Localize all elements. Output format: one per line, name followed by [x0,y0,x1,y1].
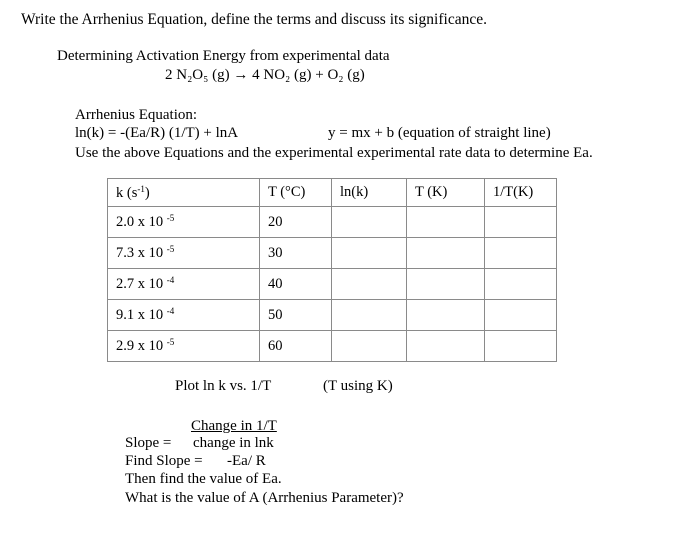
question-arrhenius-parameter: What is the value of A (Arrhenius Parameter)? [125,490,404,506]
header-ln-k: ln(k) [332,179,407,207]
slope-denominator: change in lnk [193,435,274,451]
slope-label: Slope = [125,435,172,451]
cell-k: 2.9 x 10 $^{-5}$ [108,331,260,362]
question-text: Write the Arrhenius Equation, define the terms and discuss its significance. [21,11,487,28]
arrhenius-title: Arrhenius Equation: [75,107,198,123]
cell-ln-k [332,300,407,331]
section-title: Determining Activation Energy from experimental data [57,48,390,64]
slope-numerator: Change in 1/T [191,418,277,434]
plot-note: (T using K) [323,378,393,394]
table-row [108,331,557,362]
arrhenius-equation: ln(k) = -(Ea/R) (1/T) + lnA [75,125,239,141]
cell-t-kelvin [407,300,485,331]
cell-t-celsius: 40 [260,269,332,300]
table-header-row [108,179,557,207]
header-k: k $(s^{-1})$ [108,179,260,207]
plot-instruction: Plot ln k vs. 1/T [175,378,272,394]
cell-inverse-t [485,300,557,331]
find-slope-value: -Ea/ R [227,453,266,469]
cell-inverse-t [485,269,557,300]
table-row [108,238,557,269]
header-inverse-t: 1/T(K) [485,179,557,207]
cell-inverse-t [485,207,557,238]
instruction-text: Use the above Equations and the experimental experimental rate data to determine Ea. [75,145,593,161]
cell-t-kelvin [407,207,485,238]
header-t-celsius: T (°C) [260,179,332,207]
cell-k: 2.7 x 10 $^{-4}$ [108,269,260,300]
table-row [108,269,557,300]
rate-data-table [107,178,557,362]
cell-t-kelvin [407,269,485,300]
cell-t-celsius: 60 [260,331,332,362]
cell-k: 2.0 x 10 $^{-5}$ [108,207,260,238]
find-slope-label: Find Slope = [125,453,203,469]
cell-inverse-t [485,331,557,362]
table-row [108,300,557,331]
cell-ln-k [332,238,407,269]
cell-t-celsius: 20 [260,207,332,238]
table-row [108,207,557,238]
cell-t-celsius: 30 [260,238,332,269]
cell-ln-k [332,207,407,238]
cell-t-celsius: 50 [260,300,332,331]
cell-ln-k [332,331,407,362]
cell-k: 7.3 x 10 $^{-5}$ [108,238,260,269]
header-t-kelvin: T (K) [407,179,485,207]
cell-ln-k [332,269,407,300]
then-find-ea: Then find the value of Ea. [125,471,282,487]
cell-k: 9.1 x 10 $^{-4}$ [108,300,260,331]
cell-t-kelvin [407,238,485,269]
straight-line-equation: y = mx + b (equation of straight line) [328,125,551,141]
reaction-equation: 2 N₂O₅ (g) → 4 NO₂ (g) + O₂ (g) [165,67,365,83]
cell-inverse-t [485,238,557,269]
cell-t-kelvin [407,331,485,362]
